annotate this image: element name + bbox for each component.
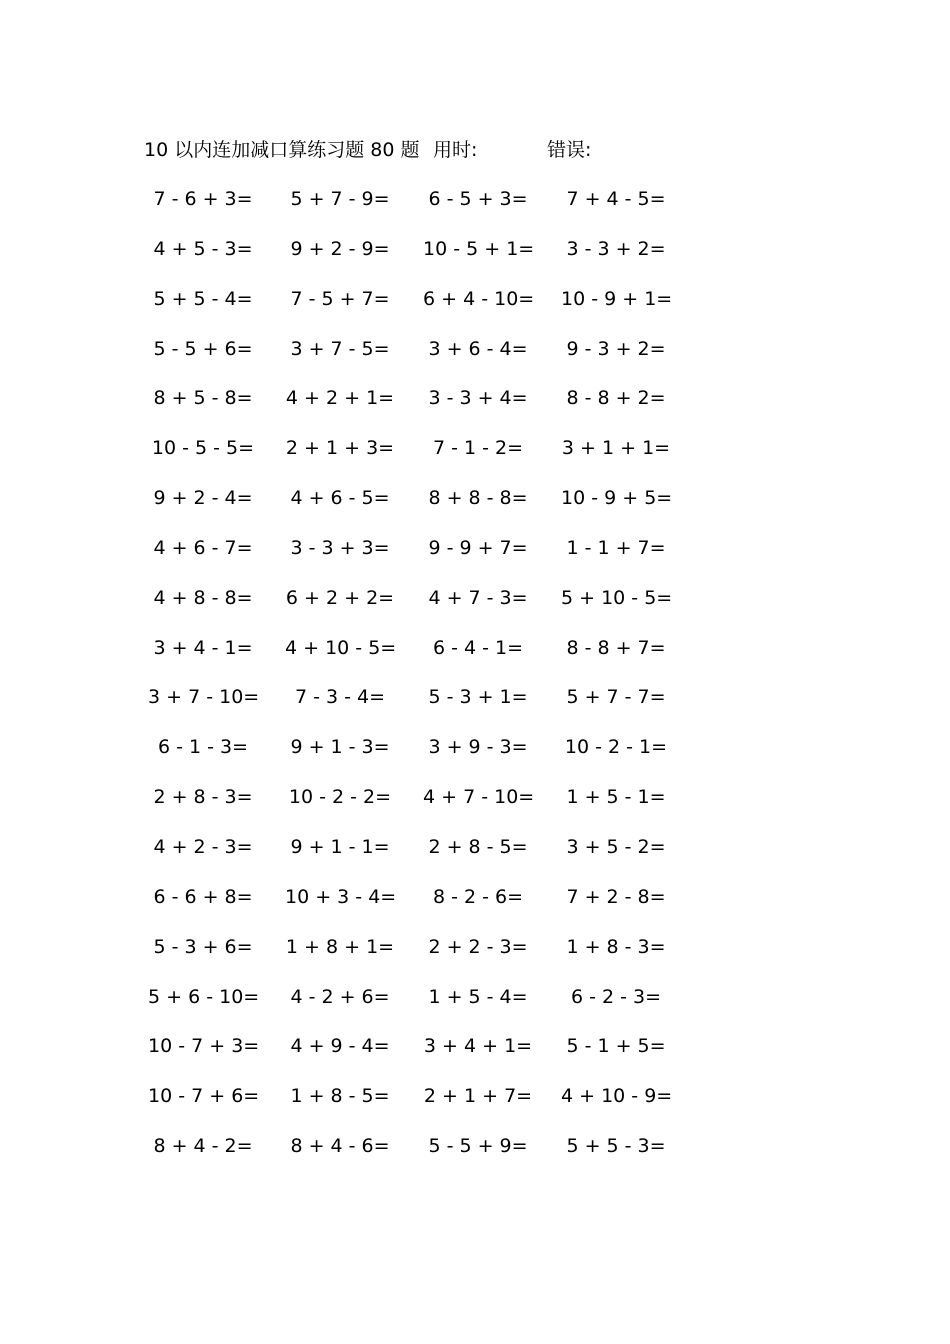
problem-item: 7 + 4 - 5= [566,188,666,210]
problem-item: 4 + 2 - 3= [153,835,253,858]
problem-row [150,732,700,782]
problem-row [150,882,700,932]
problem-row [150,1031,700,1081]
problem-item: 1 - 1 + 7= [566,536,666,559]
problem-item: 10 - 7 + 6= [148,1085,260,1108]
problem-item: 3 + 5 - 2= [566,835,666,858]
problem-item: 5 - 5 + 6= [153,337,253,360]
problem-item: 10 - 9 + 1= [561,287,673,310]
problem-item: 4 + 10 - 5= [285,636,397,659]
problem-item: 4 + 10 - 9= [561,1085,673,1108]
problem-item: 2 + 1 + 7= [423,1085,533,1108]
time-label: 用时: [433,139,478,161]
problem-row [150,932,700,982]
problem-item: 4 + 7 - 3= [428,586,528,609]
problem-item: 6 - 5 + 3= [428,188,528,210]
problem-item: 8 + 4 - 2= [153,1135,253,1158]
problem-item: 7 - 5 + 7= [290,287,390,310]
problem-item: 9 + 2 - 4= [153,487,253,510]
problem-item: 1 + 8 - 3= [566,935,666,958]
problem-item: 6 - 4 - 1= [432,636,524,659]
problem-row [150,1131,700,1181]
problem-item: 9 + 1 - 1= [290,835,390,858]
problem-item: 3 - 3 + 3= [290,536,390,559]
problem-item: 1 + 8 + 1= [285,935,395,958]
problem-item: 4 + 7 - 10= [423,786,535,809]
problem-item: 5 - 5 + 9= [428,1135,528,1158]
problem-row [150,982,700,1032]
problem-item: 4 + 2 + 1= [285,387,395,410]
problem-item: 9 + 2 - 9= [290,237,390,260]
problem-item: 10 - 2 - 2= [288,786,392,809]
problem-item: 6 - 6 + 8= [153,885,253,908]
problem-item: 3 + 7 - 10= [148,686,260,709]
problem-row [150,334,700,384]
problem-item: 5 + 5 - 3= [566,1135,666,1158]
problem-row [150,583,700,633]
problem-row [150,633,700,683]
problem-row [150,483,700,533]
worksheet-title: 10 以内连加减口算练习题 80 题 [144,139,420,161]
problem-row [150,682,700,732]
problem-item: 9 + 1 - 3= [290,736,390,759]
problem-item: 3 - 3 + 2= [566,237,666,260]
problem-row [150,383,700,433]
problem-item: 9 - 9 + 7= [428,536,528,559]
problem-item: 10 - 9 + 5= [561,487,673,510]
problem-item: 5 - 3 + 6= [153,935,253,958]
problem-item: 3 + 4 + 1= [423,1035,533,1058]
problem-row [150,184,700,234]
problem-item: 2 + 8 - 5= [428,835,528,858]
problem-item: 8 - 8 + 7= [566,636,666,659]
problem-item: 5 + 10 - 5= [561,586,673,609]
problem-item: 7 - 1 - 2= [432,437,524,460]
problem-item: 10 - 5 - 5= [151,437,255,460]
problem-item: 4 + 5 - 3= [153,237,253,260]
problem-item: 9 - 3 + 2= [566,337,666,360]
problem-item: 2 + 1 + 3= [285,437,395,460]
problem-item: 6 + 2 + 2= [285,586,395,609]
problem-item: 7 - 6 + 3= [153,188,253,210]
problem-item: 5 + 5 - 4= [153,287,253,310]
problem-item: 4 + 6 - 7= [153,536,253,559]
problem-item: 2 + 8 - 3= [153,786,253,809]
problem-row [150,234,700,284]
problem-item: 10 - 7 + 3= [148,1035,260,1058]
problem-item: 3 - 3 + 4= [428,387,528,410]
problem-item: 10 + 3 - 4= [285,885,397,908]
problem-item: 8 + 8 - 8= [428,487,528,510]
problem-item: 6 + 4 - 10= [423,287,535,310]
problem-item: 2 + 2 - 3= [428,935,528,958]
error-label: 错误: [547,139,592,161]
problem-row [150,1081,700,1131]
problem-grid [150,184,700,1181]
problem-item: 5 - 1 + 5= [566,1035,666,1058]
problem-item: 10 - 5 + 1= [423,237,535,260]
problem-row [150,533,700,583]
problem-item: 7 - 3 - 4= [294,686,386,709]
problem-item: 7 + 2 - 8= [566,885,666,908]
problem-item: 8 + 5 - 8= [153,387,253,410]
problem-row [150,782,700,832]
problem-item: 4 + 8 - 8= [153,586,253,609]
problem-item: 3 + 6 - 4= [428,337,528,360]
problem-item: 6 - 2 - 3= [570,985,662,1008]
problem-item: 1 + 8 - 5= [290,1085,390,1108]
problem-item: 3 + 7 - 5= [290,337,390,360]
problem-item: 8 + 4 - 6= [290,1135,390,1158]
problem-item: 4 - 2 + 6= [290,985,390,1008]
problem-row [150,433,700,483]
problem-item: 5 + 7 - 9= [290,188,390,210]
problem-item: 3 + 1 + 1= [561,437,671,460]
problem-item: 1 + 5 - 1= [566,786,666,809]
problem-item: 5 + 7 - 7= [566,686,666,709]
problem-row [150,832,700,882]
problem-item: 5 + 6 - 10= [148,985,260,1008]
problem-row [150,284,700,334]
problem-item: 1 + 5 - 4= [428,985,528,1008]
problem-item: 6 - 1 - 3= [157,736,249,759]
problem-item: 8 - 2 - 6= [432,885,524,908]
problem-item: 4 + 6 - 5= [290,487,390,510]
problem-item: 4 + 9 - 4= [290,1035,390,1058]
problem-item: 10 - 2 - 1= [564,736,668,759]
problem-item: 3 + 4 - 1= [153,636,253,659]
problem-item: 3 + 9 - 3= [428,736,528,759]
problem-item: 8 - 8 + 2= [566,387,666,410]
problem-item: 5 - 3 + 1= [428,686,528,709]
